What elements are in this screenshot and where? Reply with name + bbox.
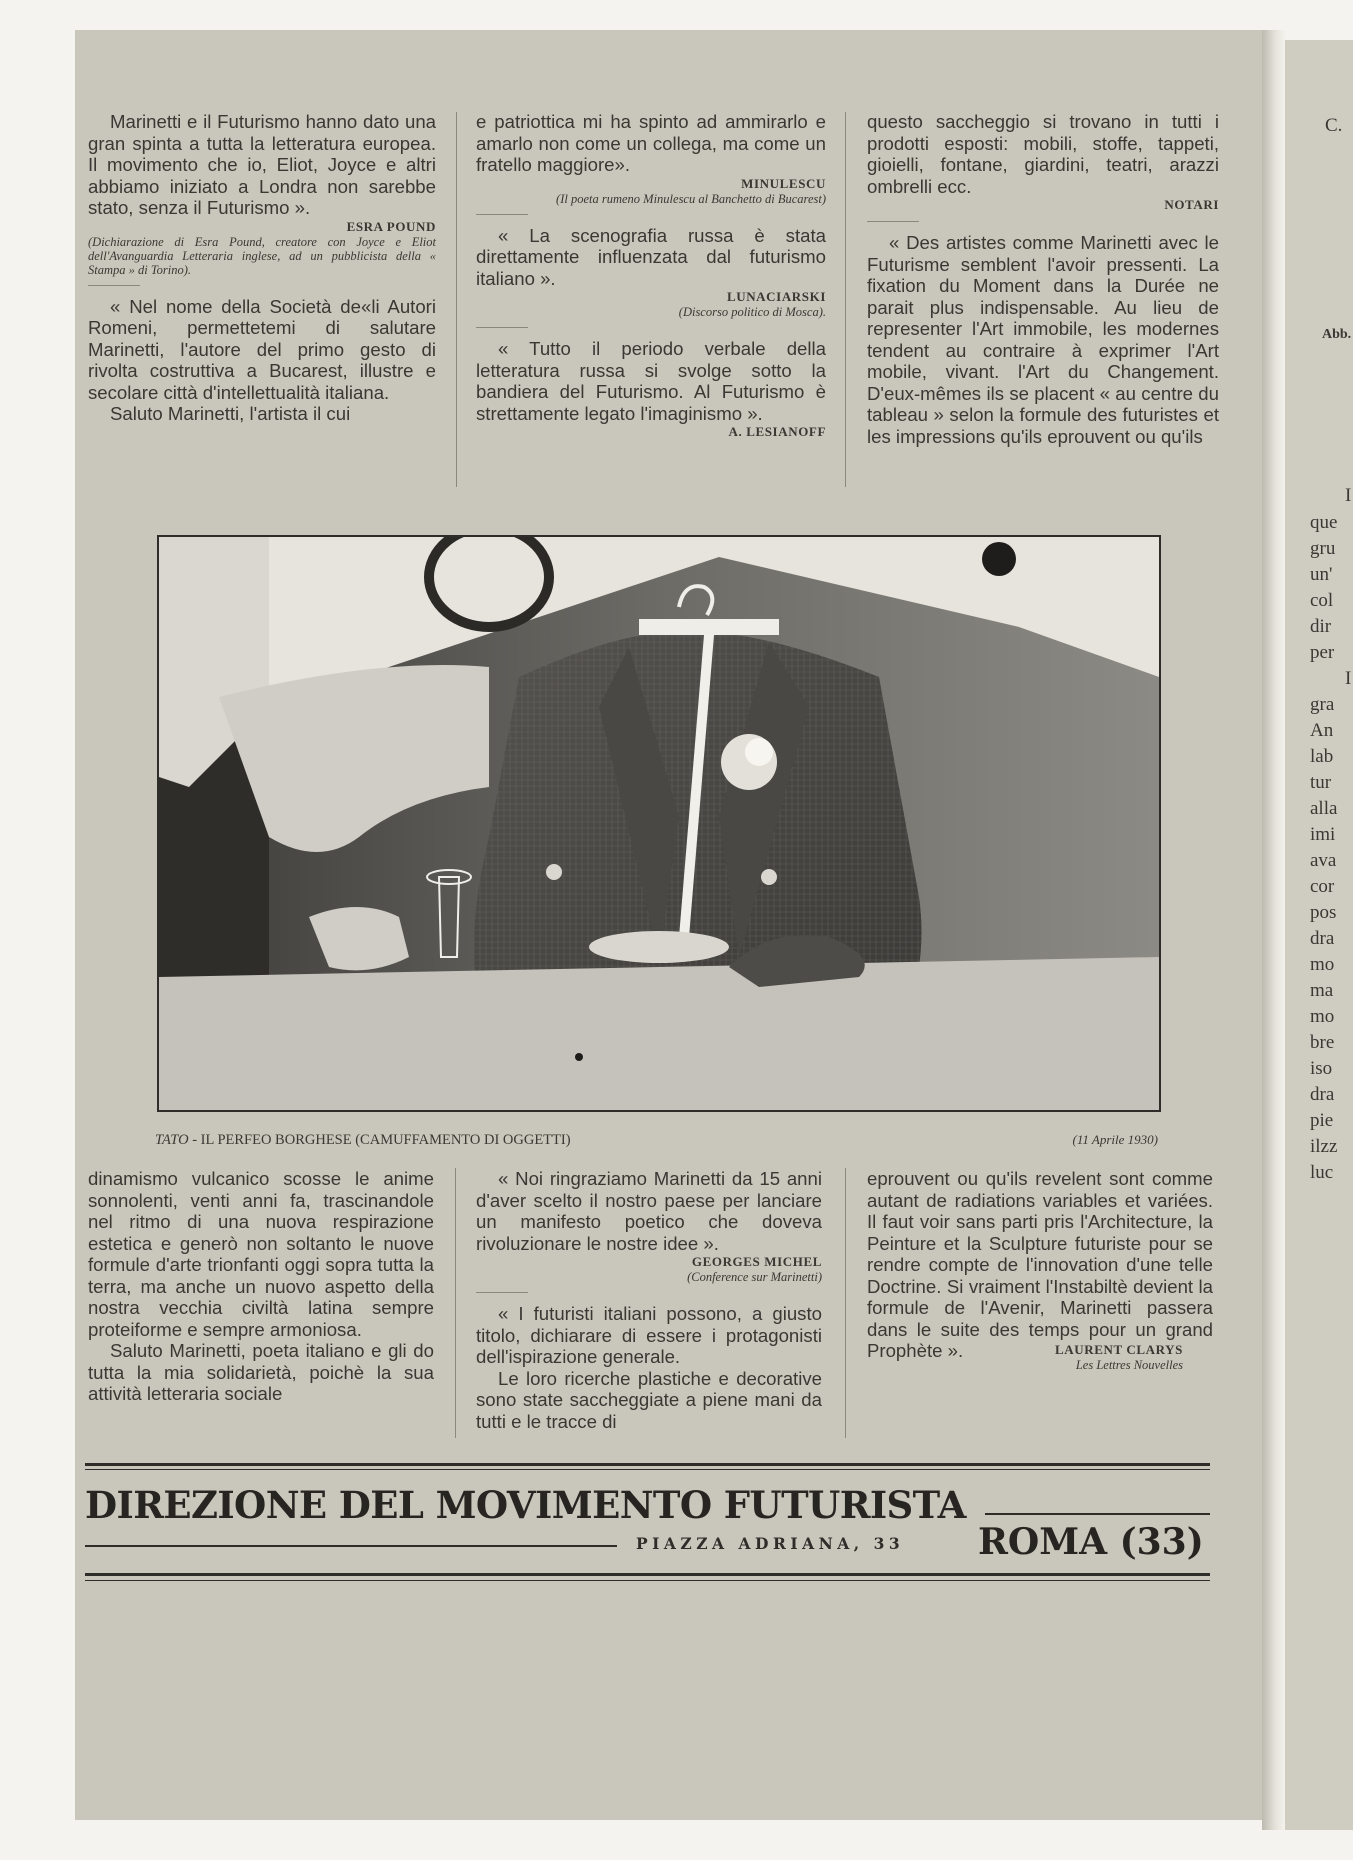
signature-esra-pound: ESRA POUND <box>346 218 436 234</box>
next-page-fragment: dra <box>1310 1084 1335 1105</box>
bottom-column-2 <box>476 1168 822 1432</box>
photo-illustration <box>159 537 1159 1110</box>
next-page-fragment: gra <box>1310 694 1335 715</box>
next-page-fragment: ilzz <box>1310 1136 1338 1157</box>
top-column-3 <box>867 111 1219 447</box>
next-page-fragment: luc <box>1310 1162 1334 1183</box>
signature-laurent-clarys: LAURENT CLARYS <box>1055 1341 1183 1357</box>
footer-rule-bottom <box>85 1573 1210 1576</box>
next-page-fragment: imi <box>1310 824 1336 845</box>
next-page-fragment: cor <box>1310 876 1335 897</box>
footer-address: PIAZZA ADRIANA, 33 <box>636 1534 905 1553</box>
banner-tail-rule <box>985 1513 1210 1515</box>
bottom-column-1 <box>88 1168 434 1405</box>
next-page-fragment: lab <box>1310 746 1334 767</box>
next-page-fragment: col <box>1310 590 1334 611</box>
paragraph: dinamismo vulcanico scosse le anime sonnolenti, venti anni fa, trascinandole nel ritmo di una nuova respirazione estetica e generò non soltanto le nuove formule d'arte trionfanti oggi sopra tutta la terra, ma anche un nuovo aspetto della nostra vecchia civiltà latina sempre proteiforme e sempre armoniosa. <box>88 1168 434 1340</box>
paragraph: e patriottica mi ha spinto ad ammirarlo e amarlo non come un collega, ma come un fratello maggiore». <box>476 111 826 175</box>
paragraph: questo saccheggio si trovano in tutti i prodotti esposti: mobili, stoffe, tappeti, gioielli, fontane, giardini, teatri, arazzi ombrelli ecc. <box>867 111 1219 197</box>
next-page-fragment: dir <box>1310 616 1332 637</box>
source-note: (Discorso politico di Mosca). <box>678 305 826 319</box>
next-page-fragment: mo <box>1310 1006 1335 1027</box>
signature-minulescu: MINULESCU <box>741 175 826 191</box>
signature-lunaciarski: LUNACIARSKI <box>726 289 826 304</box>
next-page-fragment: alla <box>1310 798 1338 819</box>
next-page-fragment: I <box>1345 485 1352 506</box>
next-page-fragment: pie <box>1310 1110 1334 1131</box>
paragraph: Marinetti e il Futurismo hanno dato una gran spinta a tutta la letteratura europea. Il movimento che io, Eliot, Joyce e altri abbiamo iniziato a Londra non sarebbe stato, senza il Futurismo ». <box>88 111 436 218</box>
next-page-fragment: bre <box>1310 1032 1335 1053</box>
paragraph: Saluto Marinetti, l'artista il cui <box>110 403 351 424</box>
next-page-fragment: dra <box>1310 928 1335 949</box>
column-separator <box>455 1168 456 1438</box>
next-page-fragment: An <box>1310 720 1334 741</box>
divider <box>476 1292 528 1293</box>
paragraph: « La scenografia russa è stata direttamente influenzata dal futurismo italiano ». <box>476 224 826 289</box>
paragraph: « Tutto il periodo verbale della letteratura russa si svolge sotto la bandiera del Futurismo. Al Futurismo è strettamente legato l'imaginismo ». <box>476 338 826 424</box>
divider <box>88 285 140 286</box>
footer-rule-top-thin <box>85 1469 1210 1470</box>
column-separator <box>456 112 457 487</box>
paragraph: « Noi ringraziamo Marinetti da 15 anni d'aver scelto il nostro paese per lanciare un manifesto poetico che doveva rivoluzionare le nostre idee ». <box>476 1168 822 1254</box>
page-gutter <box>1262 30 1286 1830</box>
next-page-fragment: ma <box>1310 980 1334 1001</box>
divider <box>476 327 528 328</box>
source-note: Les Lettres Nouvelles <box>1075 1357 1183 1372</box>
signature-notari: NOTARI <box>1164 197 1219 212</box>
column-separator <box>845 1168 846 1438</box>
footer-rule-bottom-thin <box>85 1580 1210 1581</box>
next-page-fragment: mo <box>1310 954 1335 975</box>
next-page-fragment: que <box>1310 512 1338 533</box>
next-page-fragment: C. <box>1325 115 1343 136</box>
signature-lesianoff: A. LESIANOFF <box>728 424 826 439</box>
next-page-fragment: un' <box>1310 564 1333 585</box>
bottom-column-3 <box>867 1168 1213 1372</box>
figure-caption <box>155 1132 1158 1150</box>
top-column-2 <box>476 111 826 440</box>
source-note: (Il poeta rumeno Minulescu al Banchetto di Bucarest) <box>556 191 826 206</box>
footer-city: ROMA (33) <box>978 1521 1204 1563</box>
divider <box>867 221 919 222</box>
next-page-fragment: iso <box>1310 1058 1333 1079</box>
next-page-fragment: I <box>1345 668 1352 689</box>
address-lead-rule <box>85 1545 617 1547</box>
next-page-fragment: pos <box>1310 902 1337 923</box>
column-separator <box>845 112 846 487</box>
caption-title: - IL PERFEO BORGHESE (CAMUFFAMENTO DI OGGETTI) <box>188 1132 571 1148</box>
next-page-fragment: per <box>1310 642 1335 663</box>
paragraph: « Nel nome della Società de«li Autori Romeni, permettetemi di salutare Marinetti, l'autore del primo gesto di rivolta costruttiva a Bucarest, illustre e secolare città d'intellettualità italiana. <box>88 295 436 403</box>
source-note: (Dichiarazione di Esra Pound, creatore con Joyce e Eliot dell'Avanguardia Letteraria inglese, ad un pubblicista della « Stampa » di Torino). <box>88 234 436 277</box>
source-note: (Conference sur Marinetti) <box>687 1270 822 1284</box>
caption-date: (11 Aprile 1930) <box>1072 1132 1158 1147</box>
caption-author: TATO <box>155 1132 189 1148</box>
divider <box>476 214 528 215</box>
next-page-fragment: ava <box>1310 850 1337 871</box>
signature-georges-michel: GEORGES MICHEL <box>691 1254 822 1269</box>
paragraph: eprouvent ou qu'ils revelent sont comme autant de radiations variables et variées. Il faut voir sans parti pris l'Architecture, la Peinture et la Sculpture futuriste pour se rendre compte de l'innovation d'une telle Doctrine. Si vraiment l'Instabiltè devient la formule de l'Avenir, Marinetti passera dans le suite des temps pour un grand Prophète ». <box>867 1168 1213 1361</box>
top-column-1 <box>88 111 436 425</box>
paragraph: « I futuristi italiani possono, a giusto titolo, dichiarare di essere i protagonisti dell'ispirazione generale. <box>476 1303 822 1367</box>
photo-il-perfeo-borghese <box>157 535 1161 1112</box>
footer-rule-top <box>85 1463 1210 1466</box>
next-page-fragment: gru <box>1310 538 1336 559</box>
footer-banner: DIREZIONE DEL MOVIMENTO FUTURISTA <box>85 1483 966 1527</box>
paragraph: Saluto Marinetti, poeta italiano e gli do tutta la mia solidarietà, poichè la sua attività letteraria sociale <box>88 1340 434 1404</box>
paragraph: « Des artistes comme Marinetti avec le Futurisme semblent l'avoir pressenti. La fixation du Moment dans la Durée ne parait plus indispensable. Au lieu de representer l'Art immobile, les modernes tendent au contraire à exprimer l'Art mobile, vivant. l'Art du Changement. D'eux-mêmes ils se placent « au centre du tableau » selon la formule des futuristes et les impressions qu'ils eprouvent ou qu'ils <box>867 232 1219 447</box>
next-page-fragment: Abb. <box>1322 327 1352 342</box>
next-page-fragment: tur <box>1310 772 1332 793</box>
paragraph: Le loro ricerche plastiche e decorative sono state saccheggiate a piene mani da tutti e le tracce di <box>476 1367 822 1432</box>
